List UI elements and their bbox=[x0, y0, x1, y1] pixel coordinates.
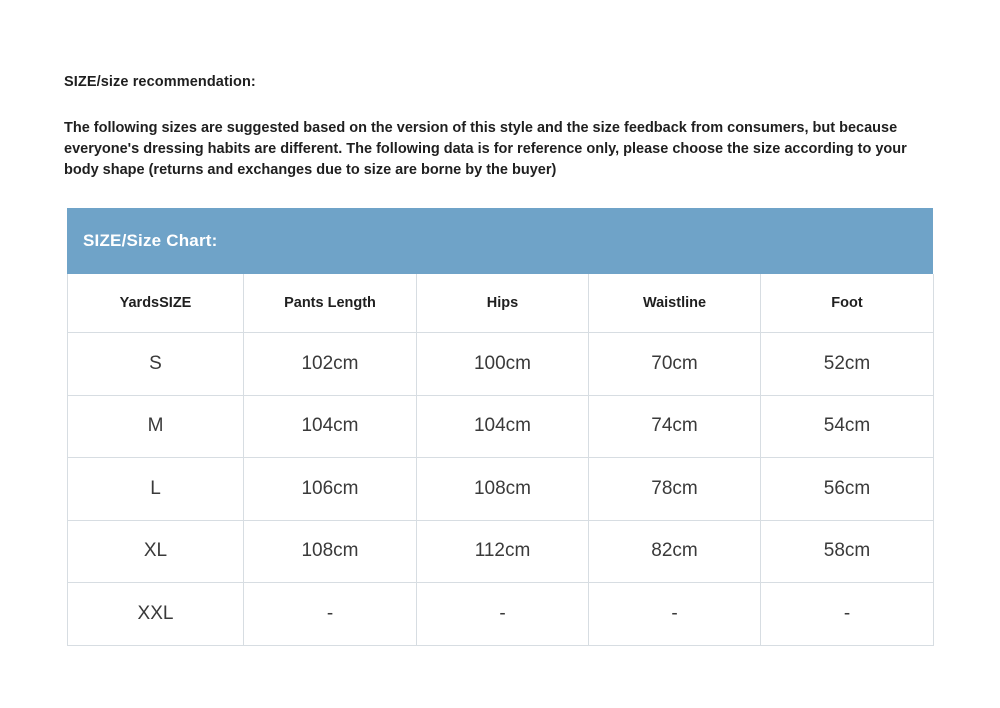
size-chart-header bbox=[67, 208, 933, 274]
table-row bbox=[68, 333, 934, 396]
cell-size: L bbox=[68, 458, 244, 521]
cell-pants-length: 104cm bbox=[244, 395, 417, 458]
cell-pants-length: - bbox=[244, 583, 417, 646]
cell-pants-length: 106cm bbox=[244, 458, 417, 521]
table-row bbox=[68, 395, 934, 458]
cell-foot: 58cm bbox=[761, 520, 934, 583]
intro-section bbox=[64, 74, 944, 181]
column-header-pants-length: Pants Length bbox=[244, 274, 417, 333]
cell-waistline: 70cm bbox=[589, 333, 761, 396]
intro-title: SIZE/size recommendation: bbox=[64, 74, 256, 90]
cell-waistline: 78cm bbox=[589, 458, 761, 521]
table-header-row bbox=[68, 274, 934, 333]
size-chart bbox=[67, 208, 933, 646]
cell-hips: 104cm bbox=[417, 395, 589, 458]
cell-waistline: 74cm bbox=[589, 395, 761, 458]
cell-hips: 112cm bbox=[417, 520, 589, 583]
cell-waistline: - bbox=[589, 583, 761, 646]
column-header-waistline: Waistline bbox=[589, 274, 761, 333]
table-row bbox=[68, 583, 934, 646]
cell-pants-length: 108cm bbox=[244, 520, 417, 583]
cell-hips: 100cm bbox=[417, 333, 589, 396]
cell-hips: - bbox=[417, 583, 589, 646]
size-table bbox=[67, 274, 934, 646]
column-header-foot: Foot bbox=[761, 274, 934, 333]
cell-foot: 52cm bbox=[761, 333, 934, 396]
cell-size: XXL bbox=[68, 583, 244, 646]
column-header-yardssize: YardsSIZE bbox=[68, 274, 244, 333]
cell-waistline: 82cm bbox=[589, 520, 761, 583]
size-chart-header-label: SIZE/Size Chart: bbox=[83, 231, 218, 250]
cell-foot: 54cm bbox=[761, 395, 934, 458]
cell-foot: - bbox=[761, 583, 934, 646]
cell-hips: 108cm bbox=[417, 458, 589, 521]
column-header-hips: Hips bbox=[417, 274, 589, 333]
cell-pants-length: 102cm bbox=[244, 333, 417, 396]
cell-size: XL bbox=[68, 520, 244, 583]
intro-body: The following sizes are suggested based on the version of this style and the size feedback from consumers, but because everyone's dressing habits are different. The following data is for reference only, please choose the size according to your body shape (returns and exchanges due to size are borne by the buyer) bbox=[64, 120, 907, 179]
cell-foot: 56cm bbox=[761, 458, 934, 521]
table-row bbox=[68, 520, 934, 583]
table-row bbox=[68, 458, 934, 521]
cell-size: S bbox=[68, 333, 244, 396]
cell-size: M bbox=[68, 395, 244, 458]
